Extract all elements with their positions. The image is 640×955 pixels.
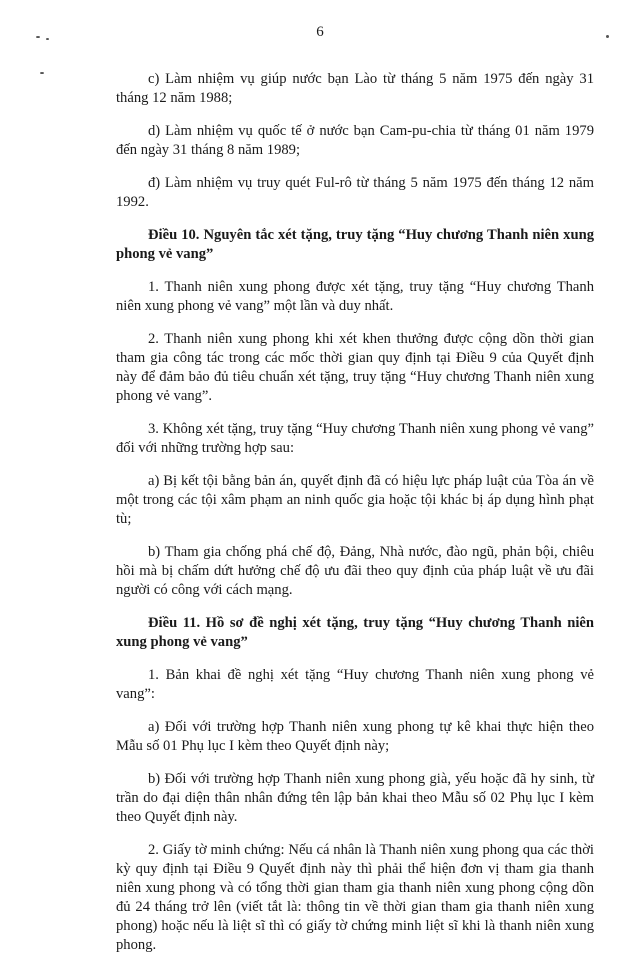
- page-number: 6: [316, 24, 324, 40]
- paragraph: 1. Bản khai đề nghị xét tặng “Huy chương Thanh niên xung phong vẻ vang”:: [116, 667, 594, 702]
- paragraph: b) Đối với trường hợp Thanh niên xung phong già, yếu hoặc đã hy sinh, từ trần do đại diện thân nhân đứng tên lập bản khai theo Mẫu số 02 Phụ lục I kèm theo Quyết định này.: [116, 771, 594, 825]
- paragraph: đ) Làm nhiệm vụ truy quét Ful-rô từ tháng 5 năm 1975 đến tháng 12 năm 1992.: [116, 175, 594, 210]
- paragraph: a) Đối với trường hợp Thanh niên xung phong tự kê khai thực hiện theo Mẫu số 01 Phụ lục I kèm theo Quyết định này;: [116, 719, 594, 754]
- paragraph: 1. Thanh niên xung phong được xét tặng, truy tặng “Huy chương Thanh niên xung phong vẻ vang” một lần và duy nhất.: [116, 279, 594, 314]
- paragraph: b) Tham gia chống phá chế độ, Đảng, Nhà nước, đào ngũ, phản bội, chiêu hồi mà bị chấm dứt hưởng chế độ ưu đãi theo quy định của pháp luật về ưu đãi người có công với cách mạng.: [116, 544, 594, 598]
- document-body: [116, 70, 594, 955]
- article-heading-11: Điều 11. Hồ sơ đề nghị xét tặng, truy tặng “Huy chương Thanh niên xung phong vẻ vang”: [116, 615, 594, 650]
- article-heading-10: Điều 10. Nguyên tắc xét tặng, truy tặng “Huy chương Thanh niên xung phong vẻ vang”: [116, 227, 594, 262]
- paragraph: c) Làm nhiệm vụ giúp nước bạn Lào từ tháng 5 năm 1975 đến ngày 31 tháng 12 năm 1988;: [116, 71, 594, 106]
- paragraph: 2. Giấy tờ minh chứng: Nếu cá nhân là Thanh niên xung phong qua các thời kỳ quy định tại Điều 9 Quyết định này thì phải thể hiện đơn vị tham gia thanh niên xung phong và có tổng thời gian tham gia thanh niên xung phong cộng dồn đủ 24 tháng trở lên (viết tắt là: thông tin về thời gian tham gia thanh niên xung phong) hoặc nếu là liệt sĩ thì có giấy tờ chứng minh liệt sĩ khi là thanh niên xung phong.: [116, 842, 594, 953]
- scan-speck: [40, 72, 44, 74]
- paragraph: d) Làm nhiệm vụ quốc tế ở nước bạn Cam-pu-chia từ tháng 01 năm 1979 đến ngày 31 tháng 8 năm 1989;: [116, 123, 594, 158]
- paragraph: 2. Thanh niên xung phong khi xét khen thưởng được cộng dồn thời gian tham gia công tác trong các mốc thời gian quy định tại Điều 9 của Quyết định này để đảm bảo đủ tiêu chuẩn xét tặng, truy tặng “Huy chương Thanh niên xung phong vẻ vang”.: [116, 331, 594, 404]
- paragraph: a) Bị kết tội bằng bản án, quyết định đã có hiệu lực pháp luật của Tòa án về một trong các tội xâm phạm an ninh quốc gia hoặc tội khác bị áp dụng hình phạt tù;: [116, 473, 594, 527]
- paragraph: 3. Không xét tặng, truy tặng “Huy chương Thanh niên xung phong vẻ vang” đối với những trường hợp sau:: [116, 421, 594, 456]
